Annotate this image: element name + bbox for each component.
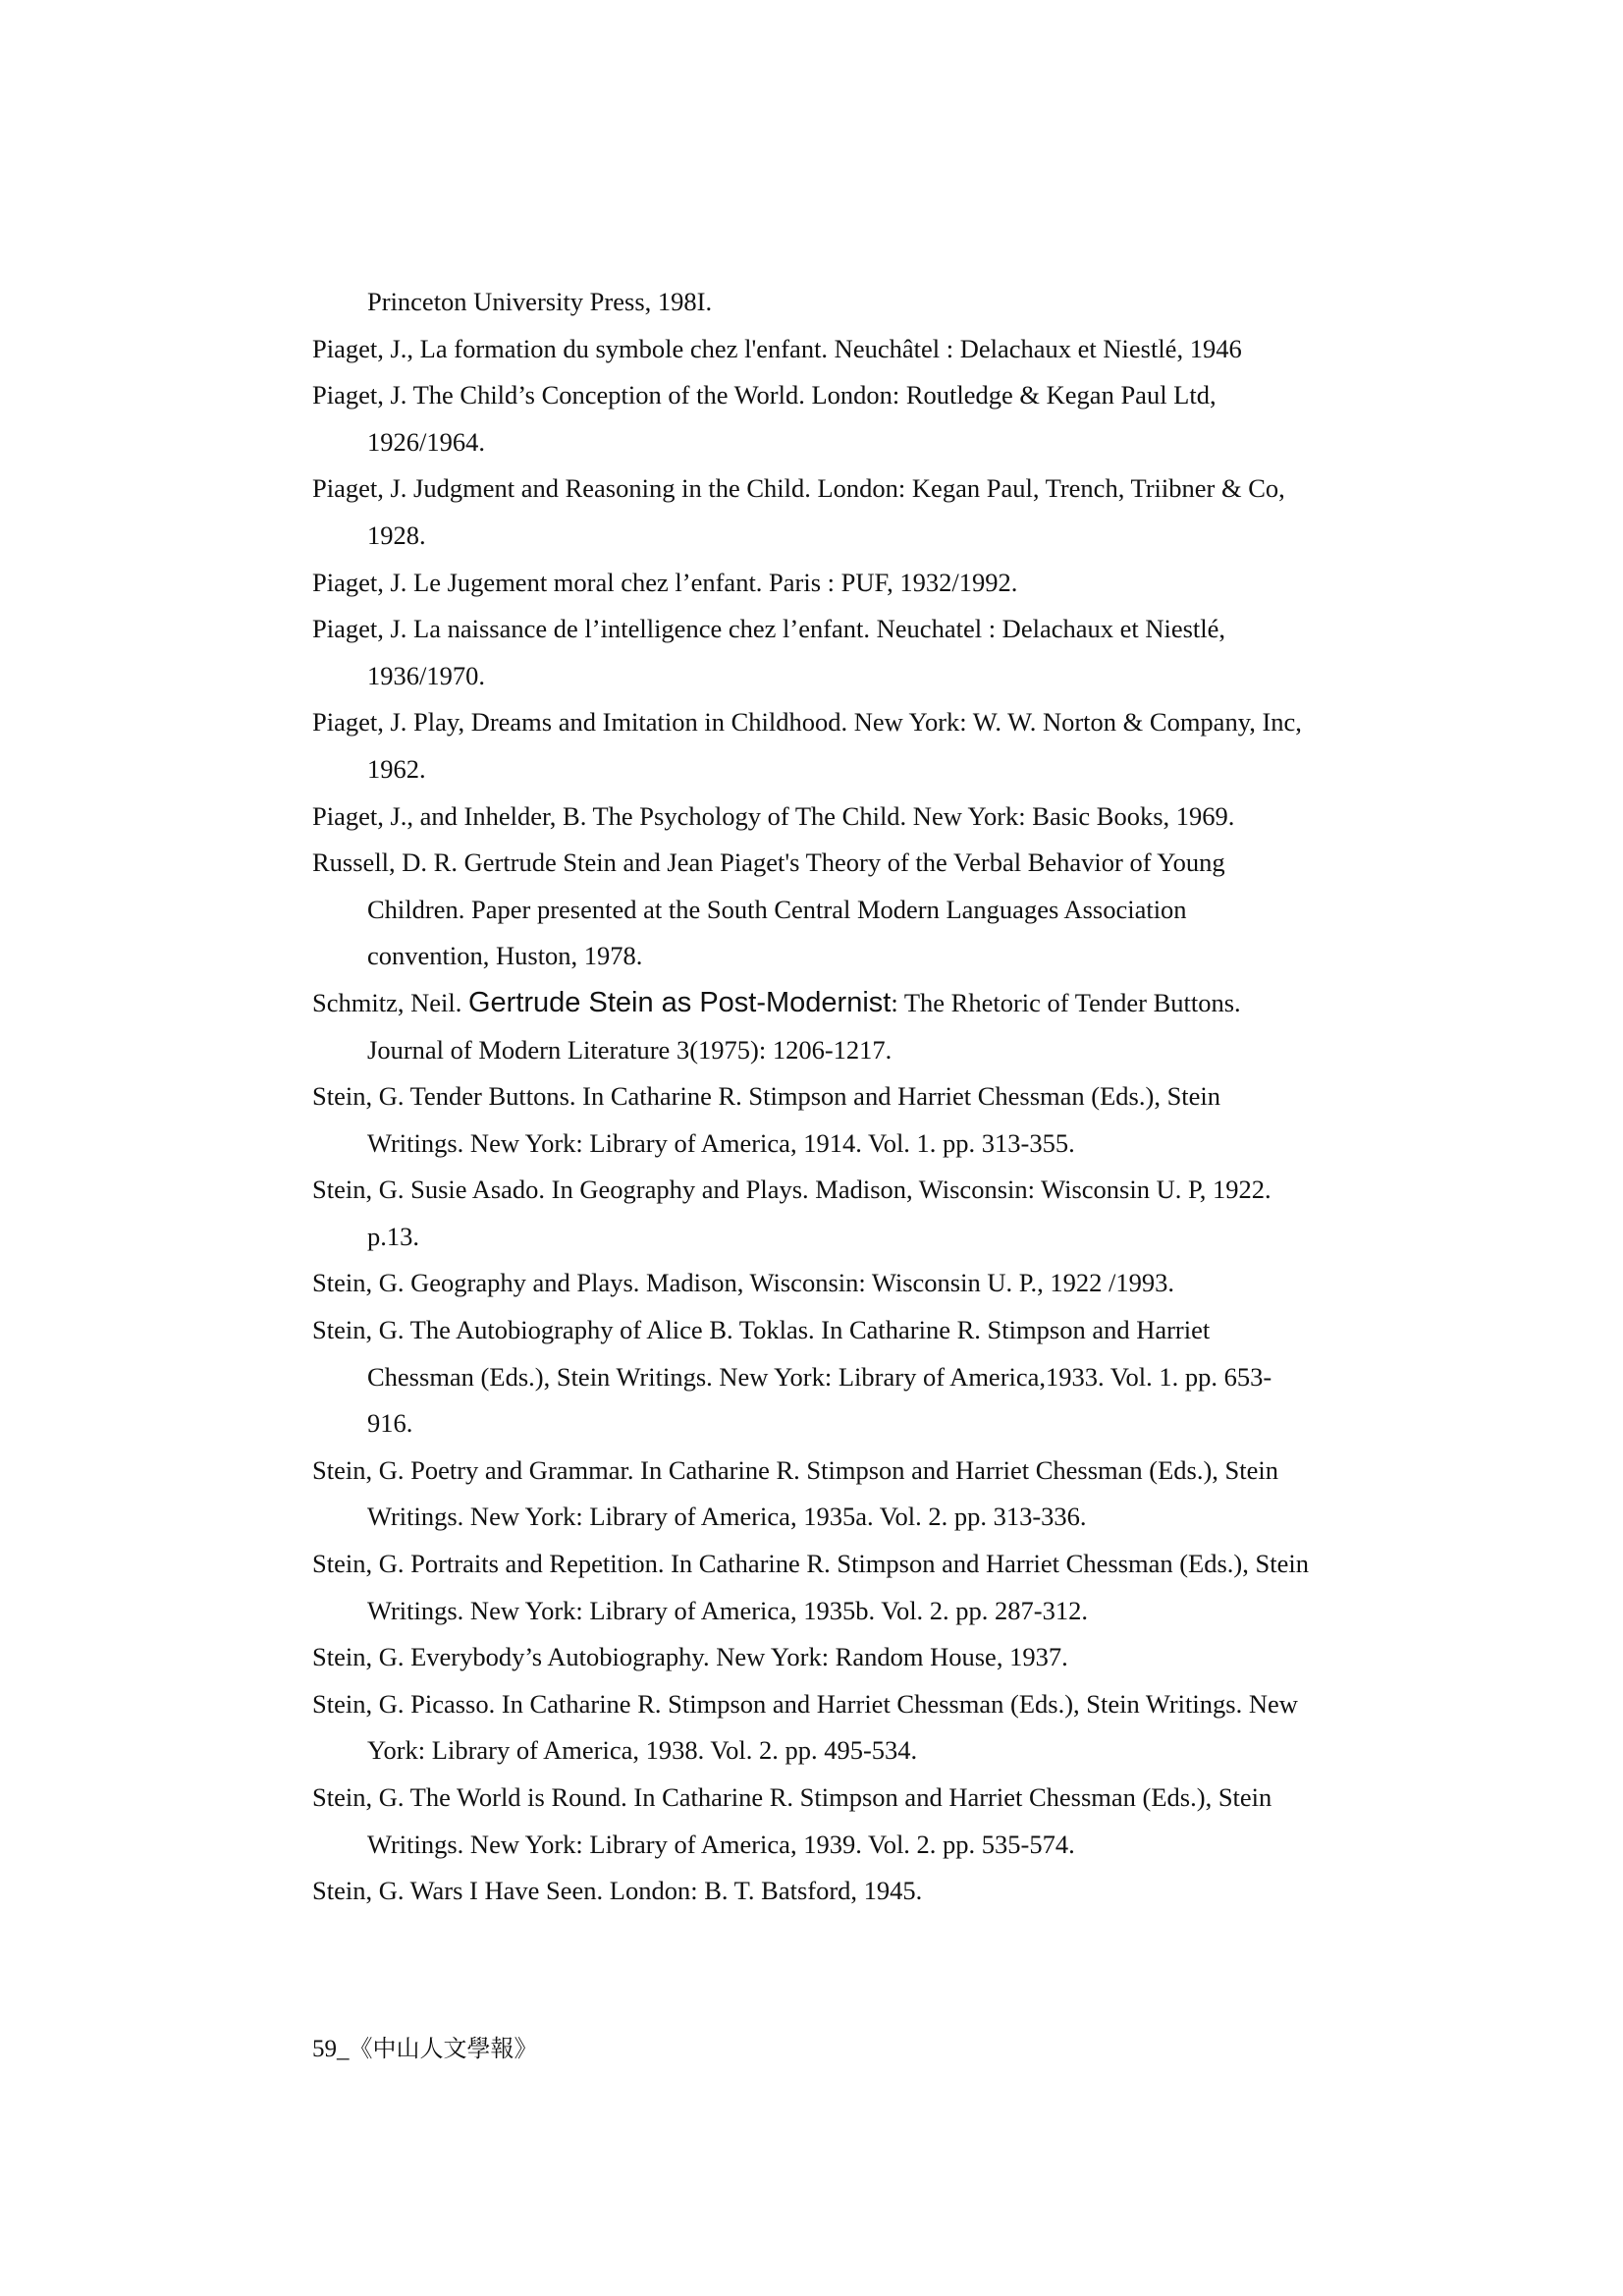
journal-name: 《中山人文學報》	[349, 2035, 538, 2062]
reference-entry: Stein, G. Picasso. In Catharine R. Stimpson and Harriet Chessman (Eds.), Stein Writings. New York: Library of America, 1938. Vol. 2. pp. 495-534.	[312, 1688, 1298, 1766]
reference-entry: Stein, G. The World is Round. In Catharine R. Stimpson and Harriet Chessman (Eds.), Stein Writings. New York: Library of America, 1939. Vol. 2. pp. 535-574.	[312, 1782, 1272, 1859]
reference-entry: Princeton University Press, 198I.	[367, 287, 713, 316]
reference-title-emphasis: Gertrude Stein as Post-Modernist	[467, 986, 892, 1018]
reference-entry: Piaget, J. Play, Dreams and Imitation in Childhood. New York: W. W. Norton & Company, Inc, 1962.	[312, 707, 1302, 784]
reference-entry: Piaget, J. La naissance de l’intelligence chez l’enfant. Neuchatel : Delachaux et Niestlé, 1936/1970.	[312, 614, 1226, 690]
reference-entry: Stein, G. The Autobiography of Alice B. Toklas. In Catharine R. Stimpson and Harriet Chessman (Eds.), Stein Writings. New York: Library of America,1933. Vol. 1. pp. 653-916.	[312, 1315, 1272, 1439]
reference-entry: Stein, G. Poetry and Grammar. In Catharine R. Stimpson and Harriet Chessman (Eds.), Stein Writings. New York: Library of America, 1935a. Vol. 2. pp. 313-336.	[312, 1454, 1279, 1532]
reference-entry: Piaget, J. Le Jugement moral chez l’enfant. Paris : PUF, 1932/1992.	[312, 567, 1018, 597]
reference-entry: Stein, G. Everybody’s Autobiography. New York: Random House, 1937.	[312, 1642, 1068, 1672]
reference-entry: Piaget, J. The Child’s Conception of the World. London: Routledge & Kegan Paul Ltd, 1926/1964.	[312, 380, 1217, 457]
reference-entry: Russell, D. R. Gertrude Stein and Jean Piaget's Theory of the Verbal Behavior of Young Children. Paper presented at the South Central Modern Languages Association convention, Huston, 1978.	[312, 847, 1225, 971]
reference-author: Schmitz, Neil.	[312, 987, 468, 1017]
reference-entry: Piaget, J., and Inhelder, B. The Psychology of The Child. New York: Basic Books, 1969.	[312, 800, 1235, 831]
reference-entry: Stein, G. Tender Buttons. In Catharine R. Stimpson and Harriet Chessman (Eds.), Stein Writings. New York: Library of America, 1914. Vol. 1. pp. 313-355.	[312, 1081, 1221, 1158]
page-footer	[312, 2029, 538, 2063]
reference-list	[312, 279, 1314, 1915]
reference-rest: : The Rhetoric of Tender Buttons. Journal of Modern Literature 3(1975): 1206-1217.	[367, 987, 1241, 1065]
reference-entry: Stein, G. Wars I Have Seen. London: B. T. Batsford, 1945.	[312, 1876, 923, 1906]
reference-entry: Piaget, J. Judgment and Reasoning in the Child. London: Kegan Paul, Trench, Triibner & Co, 1928.	[312, 473, 1285, 550]
reference-entry: Stein, G. Portraits and Repetition. In Catharine R. Stimpson and Harriet Chessman (Eds.), Stein Writings. New York: Library of America, 1935b. Vol. 2. pp. 287-312.	[312, 1549, 1309, 1625]
reference-entry: Stein, G. Geography and Plays. Madison, Wisconsin: Wisconsin U. P., 1922 /1993.	[312, 1268, 1174, 1298]
page-number: 59_	[312, 2036, 350, 2062]
reference-entry	[312, 980, 1314, 1073]
reference-entry: Piaget, J., La formation du symbole chez l'enfant. Neuchâtel : Delachaux et Niestlé, 1946	[312, 333, 1242, 363]
reference-entry: Stein, G. Susie Asado. In Geography and Plays. Madison, Wisconsin: Wisconsin U. P, 1922. p.13.	[312, 1175, 1271, 1251]
